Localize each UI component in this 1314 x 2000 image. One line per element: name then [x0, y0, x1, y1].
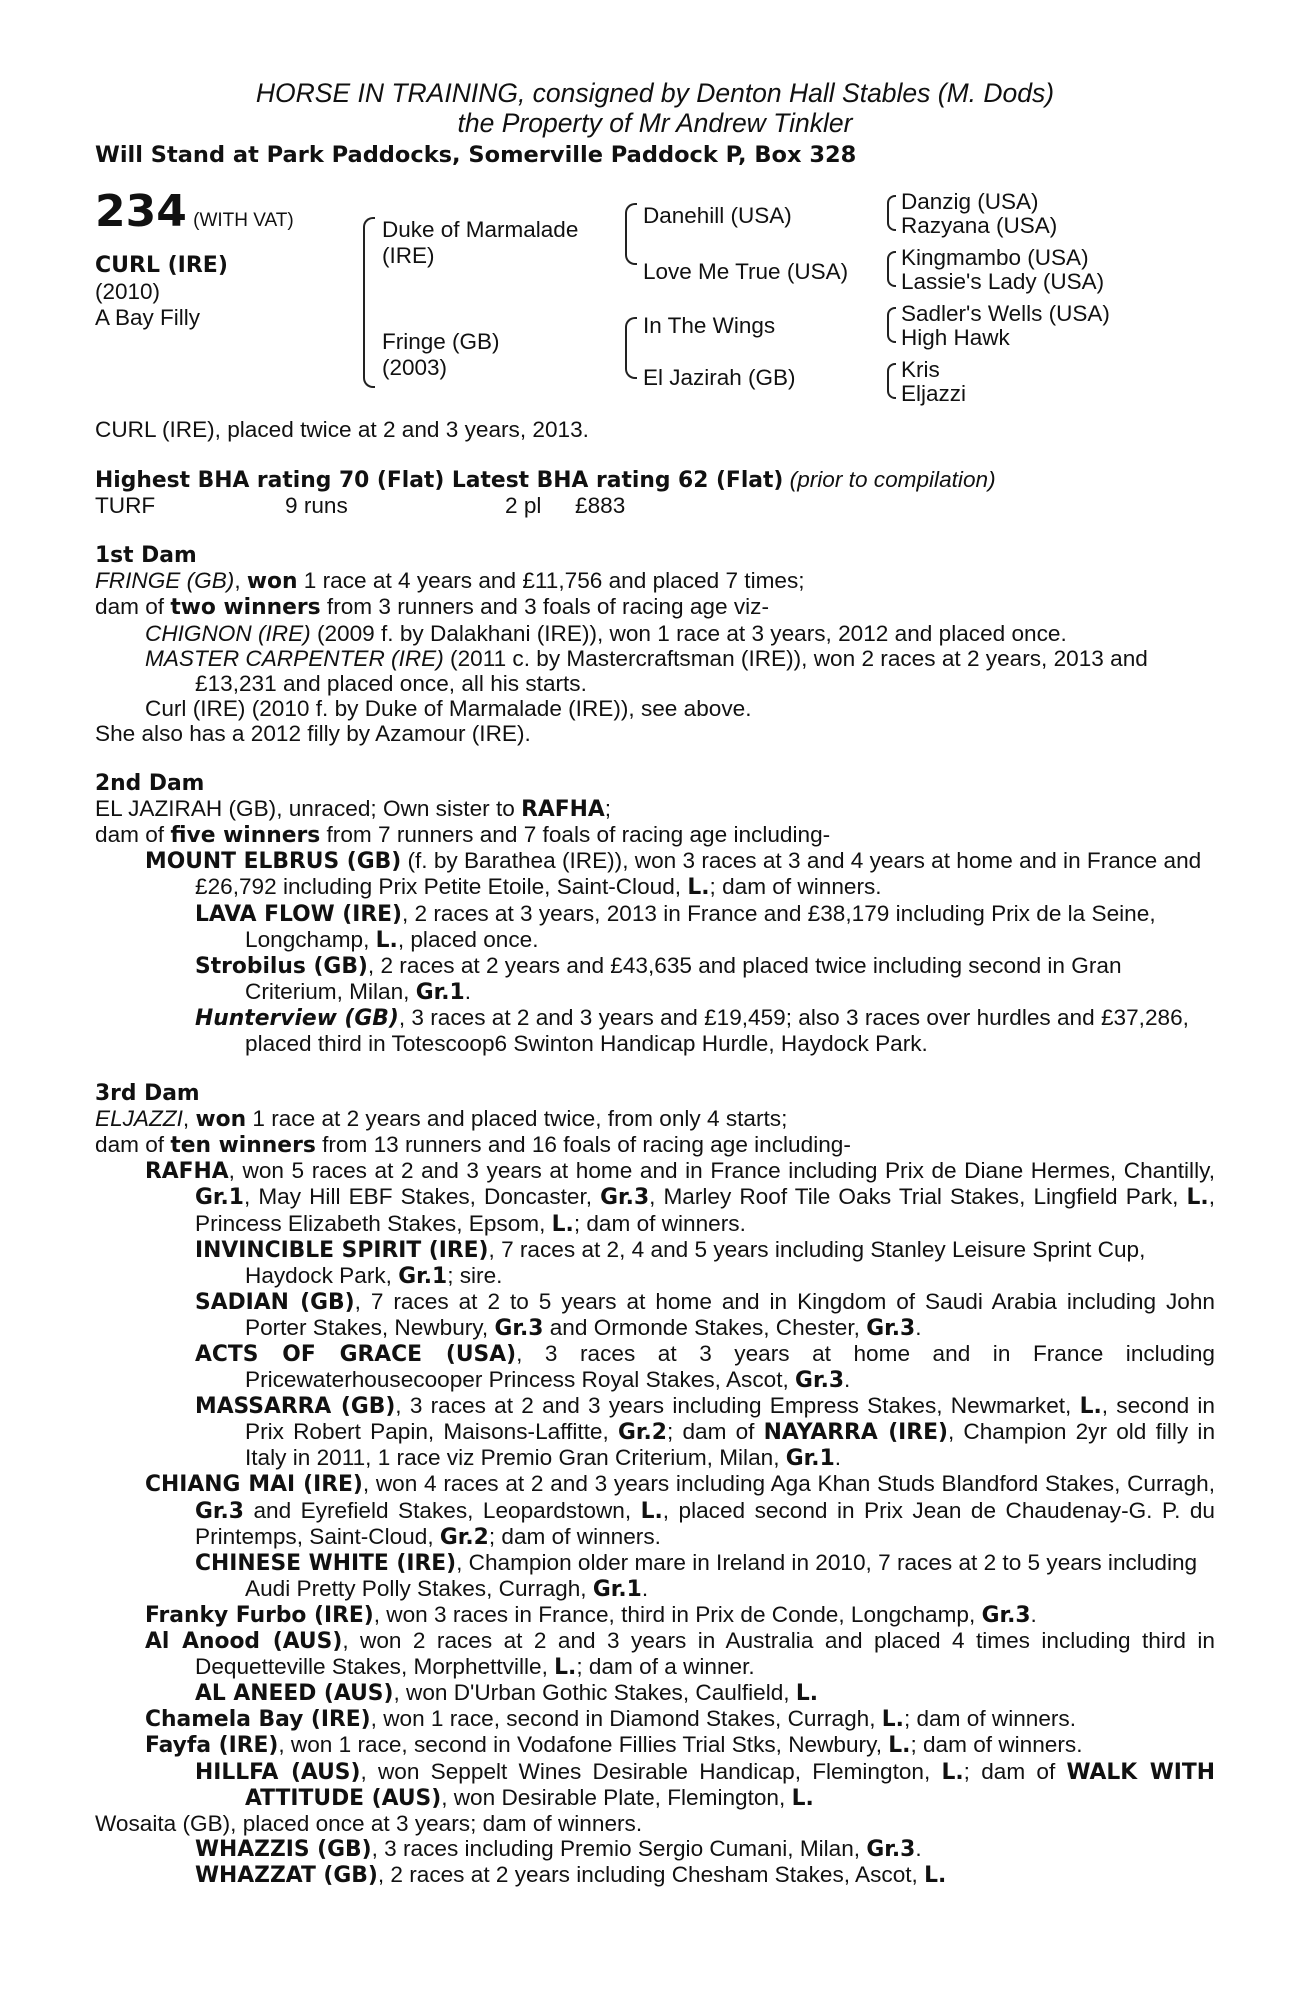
- g5: Sadler's Wells (USA): [901, 301, 1110, 326]
- produce-hunterview: Hunterview (GB), 3 races at 2 and 3 years and £19,459; also 3 races over hurdles and £37,286, placed third in Totescoop6 Swinton Handicap Hurdle, Haydock Park.: [195, 1004, 1189, 1056]
- rating-text: Highest BHA rating 70 (Flat) Latest BHA rating 62 (Flat): [95, 468, 784, 494]
- produce-fayfa: Fayfa (IRE), won 1 race, second in Vodafone Fillies Trial Stks, Newbury, L.; dam of winners.: [145, 1732, 1083, 1759]
- runs-surface: TURF: [95, 493, 156, 519]
- sire-dam: Love Me True (USA): [643, 259, 849, 284]
- produce-strobilus: Strobilus (GB), 2 races at 2 years and £43,635 and placed twice including second in Gran Criterium, Milan, Gr.1.: [195, 952, 1122, 1005]
- vat-note: (WITH VAT): [193, 210, 294, 231]
- runs-line: [95, 493, 1215, 518]
- g6: High Hawk: [901, 325, 1010, 350]
- dam-brace: [625, 317, 637, 379]
- produce-master-carpenter: MASTER CARPENTER (IRE) (2011 c. by Mastercraftsman (IRE)), won 2 races at 2 years, 2013 and £13,231 and placed once, all his starts.: [145, 645, 1148, 696]
- horse-description: A Bay Filly: [95, 305, 201, 330]
- second-dam-heading: 2nd Dam: [95, 771, 205, 797]
- third-dam-line: ELJAZZI, won 1 race at 2 years and placed twice, from only 4 starts;: [95, 1106, 788, 1133]
- produce-wosaita: Wosaita (GB), placed once at 3 years; dam of winners.: [95, 1810, 643, 1836]
- g-brace-1: [887, 195, 896, 231]
- consignor-line: HORSE IN TRAINING, consigned by Denton Hall Stables (M. Dods): [255, 78, 1055, 108]
- first-dam-line: FRINGE (GB), won 1 race at 4 years and £11,756 and placed 7 times;: [95, 568, 805, 595]
- produce-chinese-white: CHINESE WHITE (IRE), Champion older mare in Ireland in 2010, 7 races at 2 to 5 years including Audi Pretty Polly Stakes, Curragh, Gr.1.: [195, 1549, 1198, 1602]
- race-summary: CURL (IRE), placed twice at 2 and 3 years, 2013.: [95, 417, 589, 442]
- produce-chignon: CHIGNON (IRE) (2009 f. by Dalakhani (IRE)), won 1 race at 3 years, 2012 and placed once.: [145, 620, 1067, 646]
- produce-chamela-bay: Chamela Bay (IRE), won 1 race, second in Diamond Stakes, Curragh, L.; dam of winners.: [145, 1706, 1077, 1733]
- pedigree-block: [95, 186, 1215, 417]
- sire-country: (IRE): [382, 243, 435, 268]
- sire: Duke of Marmalade: [382, 217, 579, 242]
- g-brace-3: [887, 307, 896, 343]
- g2: Razyana (USA): [901, 213, 1058, 238]
- produce-rafha: RAFHA, won 5 races at 2 and 3 years at home and in France including Prix de Diane Hermes, Chantilly, Gr.1, May Hill EBF Stakes, Doncaster, Gr.3, Marley Roof Tile Oaks Trial Stakes, Lingfield Park, L., Princess Elizabeth Stakes, Epsom, L.; dam of winners.: [145, 1158, 1215, 1237]
- produce-chiang-mai: CHIANG MAI (IRE), won 4 races at 2 and 3 years including Aga Khan Studs Blandford Stakes, Curragh, Gr.3 and Eyrefield Stakes, Leopardstown, L., placed second in Prix Jean de Chaudenay-G. P. du Printemps, Saint-Cloud, Gr.2; dam of winners.: [145, 1471, 1215, 1550]
- produce-hillfa: HILLFA (AUS), won Seppelt Wines Desirable Handicap, Flemington, L.; dam of WALK WITH ATTITUDE (AUS), won Desirable Plate, Flemington, L.: [195, 1758, 1215, 1811]
- horse-year: (2010): [95, 279, 161, 304]
- catalogue-page: [95, 78, 1215, 1888]
- g8: Eljazzi: [901, 381, 967, 406]
- pedigree-brace: [363, 217, 375, 388]
- dam-year: (2003): [382, 355, 448, 380]
- stand-location: Will Stand at Park Paddocks, Somerville Paddock P, Box 328: [95, 142, 857, 168]
- produce-lava-flow: LAVA FLOW (IRE), 2 races at 3 years, 2013 in France and £38,179 including Prix de la Seine, Longchamp, L., placed once.: [195, 900, 1156, 953]
- g-brace-2: [887, 251, 896, 287]
- third-dam-heading: 3rd Dam: [95, 1081, 200, 1107]
- lot-number: 234: [95, 186, 187, 237]
- produce-al-aneed: AL ANEED (AUS), won D'Urban Gothic Stakes, Caulfield, L.: [195, 1680, 819, 1707]
- produce-whazzat: WHAZZAT (GB), 2 races at 2 years including Chesham Stakes, Ascot, L.: [195, 1861, 947, 1888]
- rating-line: [95, 467, 1215, 493]
- g-brace-4: [887, 363, 896, 399]
- produce-note: She also has a 2012 filly by Azamour (IRE).: [95, 720, 531, 746]
- runs-prize: £883: [575, 493, 626, 519]
- produce-massarra: MASSARRA (GB), 3 races at 2 and 3 years including Empress Stakes, Newmarket, L., second in Prix Robert Papin, Maisons-Laffitte, Gr.2; dam of NAYARRA (IRE), Champion 2yr old filly in Italy in 2011, 1 race viz Premio Gran Criterium, Milan, Gr.1.: [195, 1393, 1216, 1472]
- runs-count: 9 runs: [285, 493, 348, 519]
- g1: Danzig (USA): [901, 189, 1039, 214]
- first-dam-heading: 1st Dam: [95, 543, 197, 569]
- g3: Kingmambo (USA): [901, 245, 1089, 270]
- dam: Fringe (GB): [382, 329, 500, 354]
- produce-acts-of-grace: ACTS OF GRACE (USA), 3 races at 3 years at home and in France including Pricewaterhousecooper Princess Royal Stakes, Ascot, Gr.3.: [195, 1341, 1215, 1394]
- sire-brace: [625, 203, 637, 265]
- second-dam-line: EL JAZIRAH (GB), unraced; Own sister to RAFHA;: [95, 796, 611, 823]
- sire-sire: Danehill (USA): [643, 203, 792, 228]
- first-dam-produce-line: dam of two winners from 3 runners and 3 foals of racing age viz-: [95, 594, 769, 621]
- third-dam-produce-line: dam of ten winners from 13 runners and 16 foals of racing age including-: [95, 1132, 851, 1159]
- dam-dam: El Jazirah (GB): [643, 365, 796, 390]
- produce-mount-elbrus: MOUNT ELBRUS (GB) (f. by Barathea (IRE)), won 3 races at 3 and 4 years at home and in France and £26,792 including Prix Petite Etoile, Saint-Cloud, L.; dam of winners.: [145, 848, 1202, 901]
- produce-whazzis: WHAZZIS (GB), 3 races including Premio Sergio Cumani, Milan, Gr.3.: [195, 1835, 922, 1862]
- second-dam-produce-line: dam of five winners from 7 runners and 7 foals of racing age including-: [95, 822, 831, 849]
- produce-invincible-spirit: INVINCIBLE SPIRIT (IRE), 7 races at 2, 4 and 5 years including Stanley Leisure Sprint Cup, Haydock Park, Gr.1; sire.: [195, 1236, 1146, 1289]
- horse-name: CURL (IRE): [95, 253, 228, 278]
- rating-note: (prior to compilation): [789, 467, 996, 493]
- owner-line: the Property of Mr Andrew Tinkler: [457, 108, 853, 138]
- dam-sire: In The Wings: [643, 313, 776, 338]
- produce-sadian: SADIAN (GB), 7 races at 2 to 5 years at home and in Kingdom of Saudi Arabia including John Porter Stakes, Newbury, Gr.3 and Ormonde Stakes, Chester, Gr.3.: [195, 1288, 1215, 1341]
- g4: Lassie's Lady (USA): [901, 269, 1105, 294]
- produce-curl: Curl (IRE) (2010 f. by Duke of Marmalade (IRE)), see above.: [145, 695, 752, 721]
- runs-placed: 2 pl: [505, 493, 542, 519]
- produce-al-anood: Al Anood (AUS), won 2 races at 2 and 3 years in Australia and placed 4 times including third in Dequetteville Stakes, Morphettville, L.; dam of a winner.: [145, 1628, 1215, 1681]
- g7: Kris: [901, 357, 940, 382]
- produce-franky-furbo: Franky Furbo (IRE), won 3 races in France, third in Prix de Conde, Longchamp, Gr.3.: [145, 1601, 1037, 1628]
- lot-number-line: [95, 186, 294, 237]
